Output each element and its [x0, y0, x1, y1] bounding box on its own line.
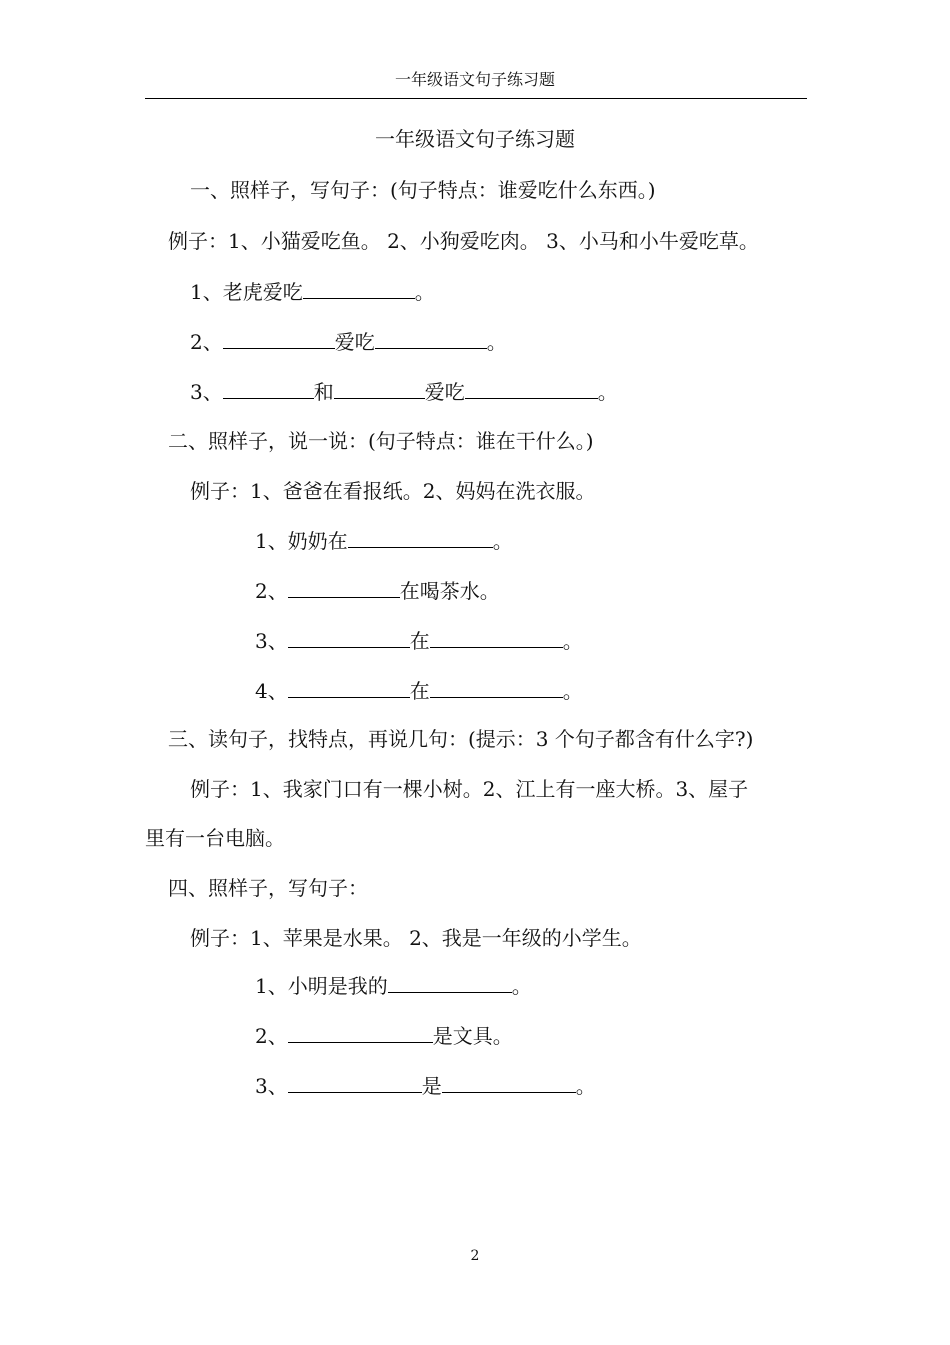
answer-blank[interactable] — [465, 376, 598, 399]
header-rule — [145, 98, 807, 99]
page-number: 2 — [470, 1248, 480, 1264]
section2-question-2 — [255, 575, 500, 606]
answer-blank[interactable] — [288, 625, 410, 648]
question-text: 1、老虎爱吃 — [190, 280, 303, 304]
section4-example: 例子：1、苹果是水果。 2、我是一年级的小学生。 — [190, 926, 642, 950]
question-number: 2、 — [255, 579, 288, 603]
period: 。 — [575, 1074, 596, 1098]
question-text: 在 — [409, 679, 430, 703]
question-text: 在 — [409, 629, 430, 653]
question-text: 1、奶奶在 — [255, 529, 348, 553]
answer-blank[interactable] — [348, 525, 493, 548]
question-text: 爱吃 — [424, 380, 465, 404]
section3-heading: 三、读句子，找特点，再说几句：(提示：3 个句子都含有什么字?) — [168, 727, 754, 751]
answer-blank[interactable] — [288, 575, 400, 598]
period: 。 — [597, 380, 618, 404]
section4-question-2 — [255, 1020, 513, 1051]
section1-question-2 — [190, 326, 507, 357]
period: 。 — [492, 529, 513, 553]
answer-blank[interactable] — [303, 276, 415, 299]
question-text: 在喝茶水。 — [399, 579, 500, 603]
answer-blank[interactable] — [288, 1020, 433, 1043]
answer-blank[interactable] — [430, 675, 563, 698]
running-header: 一年级语文句子练习题 — [394, 70, 555, 89]
section3-example-line1: 例子：1、我家门口有一棵小树。2、江上有一座大桥。3、屋子 — [190, 777, 749, 801]
period: 。 — [414, 280, 435, 304]
question-number: 2、 — [190, 330, 223, 354]
section3-example-line2: 里有一台电脑。 — [145, 826, 285, 850]
document-title: 一年级语文句子练习题 — [375, 127, 575, 151]
answer-blank[interactable] — [430, 625, 563, 648]
answer-blank[interactable] — [375, 326, 487, 349]
question-number: 3、 — [190, 380, 223, 404]
answer-blank[interactable] — [223, 326, 335, 349]
question-number: 3、 — [255, 629, 288, 653]
period: 。 — [511, 974, 532, 998]
question-number: 4、 — [255, 679, 288, 703]
section1-question-1 — [190, 276, 435, 307]
period: 。 — [562, 679, 583, 703]
question-number: 3、 — [255, 1074, 288, 1098]
section2-heading: 二、照样子，说一说：(句子特点：谁在干什么。) — [168, 429, 594, 453]
section4-heading: 四、照样子，写句子： — [168, 876, 368, 900]
answer-blank[interactable] — [223, 376, 314, 399]
answer-blank[interactable] — [442, 1070, 576, 1093]
section1-heading: 一、照样子，写句子：(句子特点：谁爱吃什么东西。) — [190, 178, 656, 202]
section2-question-1 — [255, 525, 513, 556]
answer-blank[interactable] — [334, 376, 425, 399]
question-text: 是 — [421, 1074, 442, 1098]
question-text: 是文具。 — [432, 1024, 513, 1048]
answer-blank[interactable] — [288, 675, 410, 698]
question-text: 1、小明是我的 — [255, 974, 388, 998]
period: 。 — [562, 629, 583, 653]
section4-question-3 — [255, 1070, 596, 1101]
answer-blank[interactable] — [388, 970, 512, 993]
period: 。 — [486, 330, 507, 354]
question-text: 和 — [313, 380, 334, 404]
section4-question-1 — [255, 970, 532, 1001]
section1-question-3 — [190, 376, 618, 407]
section1-example: 例子：1、小猫爱吃鱼。 2、小狗爱吃肉。 3、小马和小牛爱吃草。 — [168, 229, 759, 253]
question-text: 爱吃 — [334, 330, 375, 354]
section2-example: 例子：1、爸爸在看报纸。2、妈妈在洗衣服。 — [190, 479, 596, 503]
question-number: 2、 — [255, 1024, 288, 1048]
section2-question-4 — [255, 675, 583, 706]
section2-question-3 — [255, 625, 583, 656]
answer-blank[interactable] — [288, 1070, 422, 1093]
